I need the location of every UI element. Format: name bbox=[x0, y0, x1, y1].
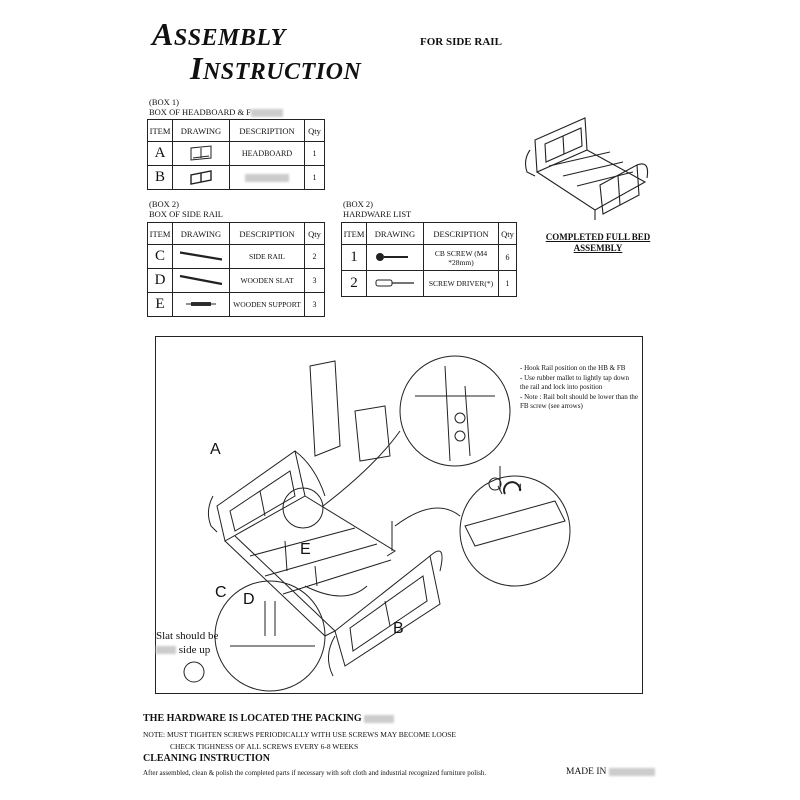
hardware-location: THE HARDWARE IS LOCATED THE PACKING bbox=[143, 713, 394, 724]
label-e: E bbox=[300, 541, 311, 558]
title-line-2: INSTRUCTION bbox=[190, 50, 362, 86]
note-tighten: NOTE: MUST TIGHTEN SCREWS PERIODICALLY WITH USE SCREWS MAY BECOME LOOSE bbox=[143, 730, 457, 739]
screwdriver-drawing bbox=[367, 271, 424, 297]
slat-note: Slat should be side up bbox=[156, 630, 219, 656]
table-row: D WOODEN SLAT 3 bbox=[148, 269, 325, 293]
note-2: - Use rubber mallet to lightly tap down the rail and lock into position bbox=[520, 373, 630, 391]
wooden-support-drawing bbox=[173, 293, 230, 317]
headboard-drawing bbox=[173, 142, 230, 166]
title-line-1: ASSEMBLY bbox=[152, 16, 286, 52]
label-a: A bbox=[210, 441, 221, 458]
label-c: C bbox=[215, 584, 227, 601]
footboard-drawing bbox=[173, 166, 230, 190]
made-in: MADE IN bbox=[566, 767, 655, 777]
label-d: D bbox=[243, 591, 255, 608]
table-row: A HEADBOARD 1 bbox=[148, 142, 325, 166]
box1-label: (BOX 1) BOX OF HEADBOARD & F bbox=[149, 97, 283, 117]
box2-hardware-label: (BOX 2) HARDWARE LIST bbox=[343, 199, 412, 219]
page-subtitle: FOR SIDE RAIL bbox=[420, 36, 502, 48]
cleaning-heading: CLEANING INSTRUCTION bbox=[143, 753, 270, 764]
side-rail-drawing bbox=[173, 245, 230, 269]
table-row: C SIDE RAIL 2 bbox=[148, 245, 325, 269]
table-row: 2 SCREW DRIVER(*) 1 bbox=[342, 271, 517, 297]
completed-bed-caption: COMPLETED FULL BED ASSEMBLY bbox=[545, 232, 651, 253]
note-3: - Note : Rail bolt should be lower than the FB screw (see arrows) bbox=[520, 392, 639, 410]
hardware-table: ITEM DRAWING DESCRIPTION Qty 1 CB SCREW (M4 *28mm) 6 2 SCREW DRIVER(*) 1 bbox=[341, 222, 517, 297]
note-check: CHECK TIGHNESS OF ALL SCREWS EVERY 6-8 WEEKS bbox=[170, 742, 359, 751]
table-row: B 1 bbox=[148, 166, 325, 190]
wooden-slat-drawing bbox=[173, 269, 230, 293]
box2-side-rail-table: ITEM DRAWING DESCRIPTION Qty C SIDE RAIL 2 D WOODEN SLAT 3 E WOODEN SUPPORT 3 bbox=[147, 222, 325, 317]
box2-side-rail-label: (BOX 2) BOX OF SIDE RAIL bbox=[149, 199, 223, 219]
note-1: - Hook Rail position on the HB & FB bbox=[520, 364, 626, 372]
label-b: B bbox=[393, 620, 404, 637]
table-row: 1 CB SCREW (M4 *28mm) 6 bbox=[342, 245, 517, 271]
cleaning-text: After assembled, clean & polish the completed parts if necessary with soft cloth and industrial recognized furniture polish. bbox=[143, 769, 487, 777]
table-row: E WOODEN SUPPORT 3 bbox=[148, 293, 325, 317]
box1-table: ITEM DRAWING DESCRIPTION Qty A HEADBOARD 1 B 1 bbox=[147, 119, 325, 190]
cb-screw-drawing bbox=[367, 245, 424, 271]
assembly-notes bbox=[520, 364, 638, 412]
completed-bed-illustration bbox=[515, 110, 665, 225]
label-step-1: 1 bbox=[518, 482, 523, 492]
